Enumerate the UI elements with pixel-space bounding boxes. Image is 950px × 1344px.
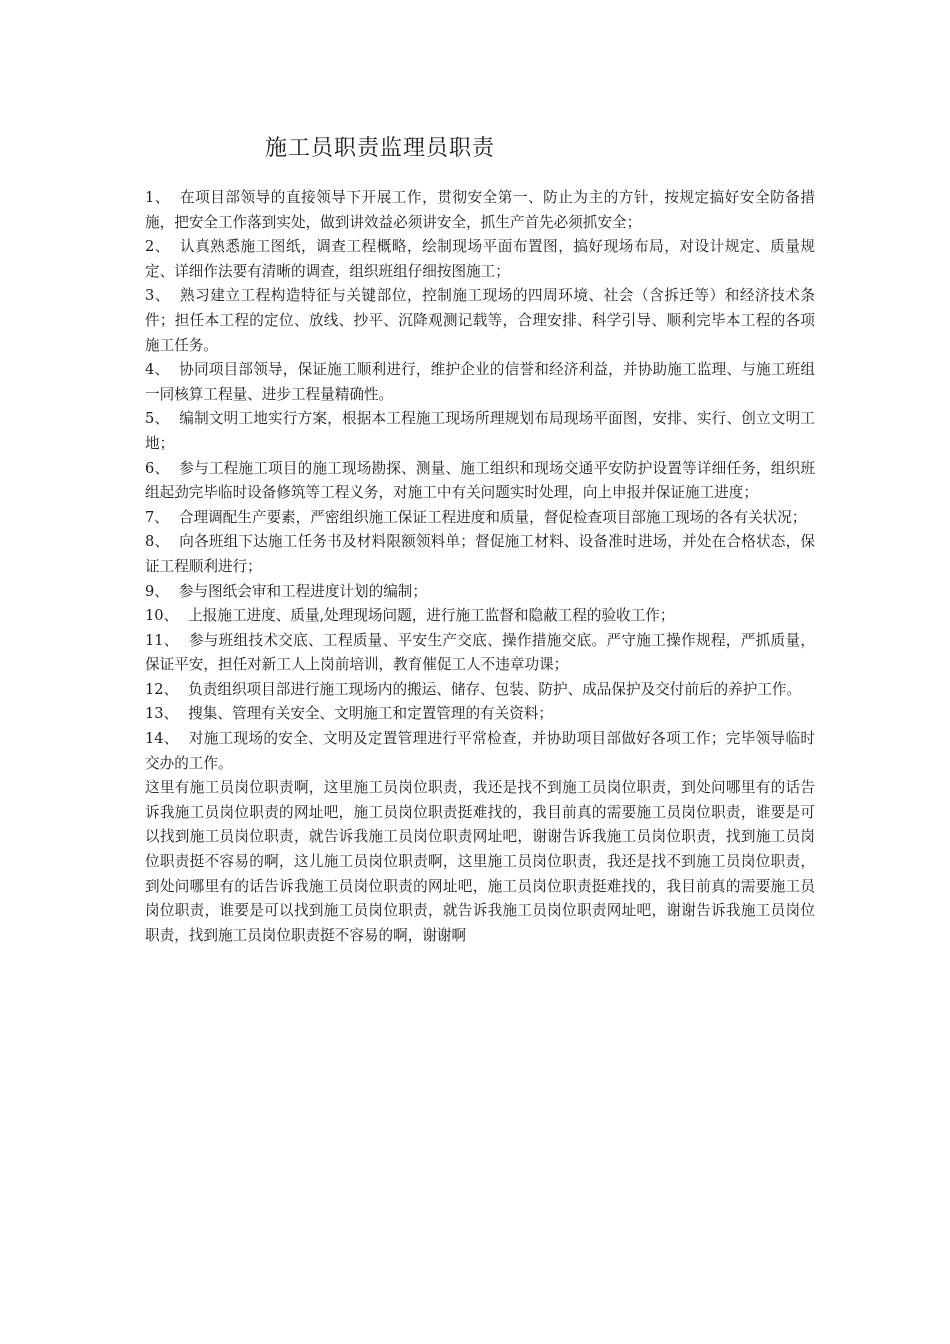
- duty-item-number: 14、: [145, 730, 179, 748]
- duty-item-number: 10、: [145, 607, 179, 625]
- document-title: 施工员职责监理员职责: [265, 136, 496, 161]
- duty-item: [145, 407, 815, 456]
- duty-item-number: 2、: [145, 238, 170, 256]
- duty-item: [145, 506, 815, 531]
- duty-item-text: 搜集、管理有关安全、文明施工和定置管理的有关资料；: [188, 705, 554, 723]
- duty-item-number: 3、: [145, 287, 170, 305]
- duty-item-text: 在项目部领导的直接领导下开展工作，贯彻安全第一、防止为主的方针，按规定搞好安全防备措施，把安全工作落到实处，做到讲效益必须讲安全，抓生产首先必须抓安全；: [145, 189, 815, 231]
- duty-item-text: 上报施工进度、质量,处理现场问题，进行施工监督和隐蔽工程的验收工作；: [188, 607, 675, 625]
- duty-item-number: 1、: [145, 189, 170, 206]
- duty-item-text: 编制文明工地实行方案，根据本工程施工现场所理规划布局现场平面图，安排、实行、创立文明工地；: [145, 410, 815, 452]
- duty-item-number: 9、: [145, 582, 169, 600]
- duty-item: [145, 284, 815, 358]
- duty-item-number: 11、: [145, 631, 179, 649]
- duty-item-number: 8、: [145, 533, 170, 551]
- duty-item: [145, 702, 815, 727]
- duty-item-number: 4、: [145, 361, 170, 379]
- duty-item-number: 12、: [145, 680, 179, 698]
- duty-item-text: 对施工现场的安全、文明及定置管理进行平常检查，并协助项目部做好各项工作；完毕领导临时交办的工作。: [145, 730, 815, 772]
- duty-item: [145, 530, 815, 579]
- duty-item: [145, 629, 815, 678]
- duty-item-text: 认真熟悉施工图纸，调查工程概略，绘制现场平面布置图，搞好现场布局，对设计规定、质量规定、详细作法要有清晰的调查，组织班组仔细按图施工；: [145, 238, 815, 280]
- duty-item-number: 5、: [145, 410, 170, 428]
- duty-item: [145, 678, 815, 703]
- duty-item: [145, 457, 815, 506]
- duty-item-text: 参与图纸会审和工程进度计划的编制；: [178, 582, 427, 600]
- duty-item-text: 参与工程施工项目的施工现场勘探、测量、施工组织和现场交通平安防护设置等详细任务，组织班组起劲完毕临时设备修筑等工程义务，对施工中有关问题实时处理，向上申报并保证施工进度；: [145, 459, 815, 502]
- duty-item-text: 负责组织项目部进行施工现场内的搬运、储存、包装、防护、成品保护及交付前后的养护工作。: [188, 680, 802, 698]
- closing-paragraph: 这里有施工员岗位职责啊，这里施工员岗位职责，我还是找不到施工员岗位职责，到处问哪里有的话告诉我施工员岗位职责的网址吧，施工员岗位职责挺难找的，我目前真的需要施工员岗位职责，谁要是可以找到施工员岗位职责，就告诉我施工员岗位职责网址吧，谢谢告诉我施工员岗位职责，找到施工员岗位职责挺不容易的啊，这儿施工员岗位职责啊，这里施工员岗位职责，我还是找不到施工员岗位职责，到处问哪里有的话告诉我施工员岗位职责的网址吧，施工员岗位职责挺难找的，我目前真的需要施工员岗位职责，谁要是可以找到施工员岗位职责，就告诉我施工员岗位职责网址吧，谢谢告诉我施工员岗位职责，找到施工员岗位职责挺不容易的啊，谢谢啊: [145, 779, 815, 944]
- duty-item-number: 13、: [145, 705, 179, 723]
- document-page: [145, 128, 815, 948]
- duty-item-text: 合理调配生产要素，严密组织施工保证工程进度和质量，督促检查项目部施工现场的各有关状况；: [178, 508, 807, 526]
- duty-item-text: 向各班组下达施工任务书及材料限额领料单；督促施工材料、设备准时进场，并处在合格状态，保证工程顺利进行；: [145, 533, 815, 575]
- duty-item: [145, 604, 815, 629]
- duty-list: [145, 186, 815, 776]
- duty-item: [145, 580, 815, 605]
- duty-item: [145, 358, 815, 407]
- duty-item-text: 参与班组技术交底、工程质量、平安生产交底、操作措施交底。严守施工操作规程，严抓质量，保证平安，担任对新工人上岗前培训，教育催促工人不违章功课；: [145, 631, 815, 674]
- duty-item-number: 6、: [145, 459, 170, 477]
- duty-item: [145, 727, 815, 776]
- duty-item-number: 7、: [145, 508, 169, 526]
- duty-item-text: 协同项目部领导，保证施工顺利进行，维护企业的信誉和经济利益，并协助施工监理、与施工班组一同核算工程量、进步工程量精确性。: [145, 361, 815, 403]
- duty-item: [145, 186, 815, 235]
- duty-item: [145, 235, 815, 284]
- duty-item-text: 熟习建立工程构造特征与关键部位，控制施工现场的四周环境、社会（含拆迁等）和经济技术条件；担任本工程的定位、放线、抄平、沉降观测记载等，合理安排、科学引导、顺利完毕本工程的各项施工任务。: [145, 287, 815, 354]
